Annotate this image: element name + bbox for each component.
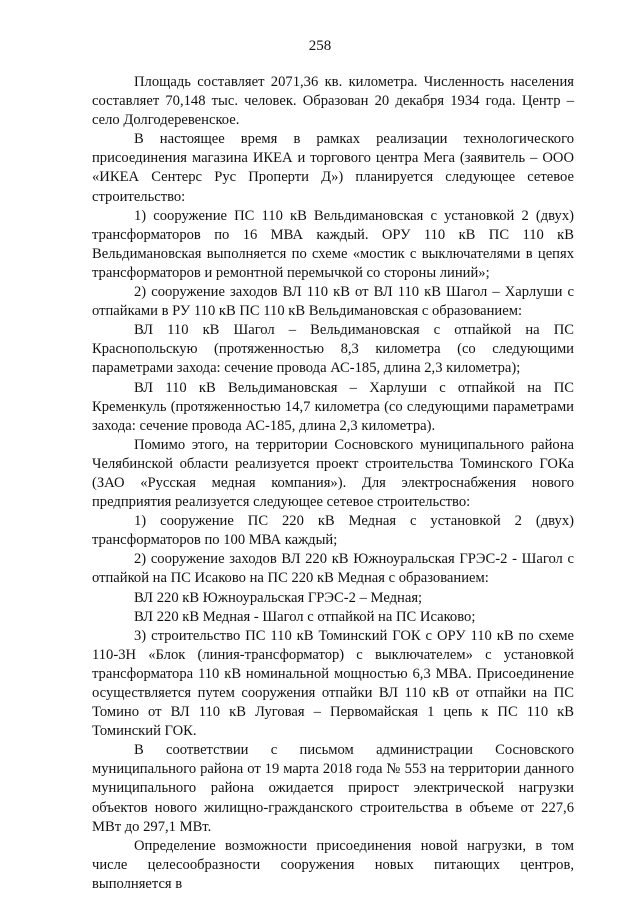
paragraph-line-veldimanovskaya-kharlushi: ВЛ 110 кВ Вельдимановская – Харлуши с отпайкой на ПС Кременкуль (протяженностью 14,7 километра (со следующими параметрами захода: сечение провода АС-185, длина 2,3 километра). [92,379,574,434]
page-number: 258 [308,38,332,54]
paragraph-line-shagol-veldimanovskaya: ВЛ 110 кВ Шагол – Вельдимановская с отпайкой на ПС Краснопольскую (протяженностью 8,3 километра (со следующими параметрами захода: сечение провода АС-185, длина 2,3 километра); [92,322,574,377]
paragraph-tominsky-gok-project: Помимо этого, на территории Сосновского муниципального района Челябинской области реализуется проект строительства Томинского ГОКа (ЗАО «Русская медная компания»). Для электроснабжения нового предприятия реализуется следующее сетевое строительство: [92,436,574,511]
paragraph-item-1-mednaya-substation: 1) сооружение ПС 220 кВ Медная с установкой 2 (двух) трансформаторов по 100 МВА каждый; [92,513,574,549]
page-body [92,73,574,894]
paragraph-item-3-tominsky-gok-substation: 3) строительство ПС 110 кВ Томинский ГОК с ОРУ 110 кВ по схеме 110-3Н «Блок (линия-трансформатор) с выключателем» с установкой трансформатора 110 кВ номинальной мощностью 6,3 МВА. Присоединение осуществляется путем сооружения отпайки ВЛ 110 кВ от отпайки на ПС Томино от ВЛ 110 кВ Луговая – Первомайская 1 цепь к ПС 110 кВ Томинский ГОК. [92,627,574,740]
paragraph-item-2-entries: 2) сооружение заходов ВЛ 110 кВ от ВЛ 110 кВ Шагол – Харлуши с отпайками в РУ 110 кВ ПС 110 кВ Вельдимановская с образованием: [92,284,574,320]
paragraph-item-2-220kv-entries: 2) сооружение заходов ВЛ 220 кВ Южноуральская ГРЭС-2 - Шагол с отпайкой на ПС Исаково на ПС 220 кВ Медная с образованием: [92,551,574,587]
paragraph-line-mednaya-shagol: ВЛ 220 кВ Медная - Шагол с отпайкой на ПС Исаково; [134,608,476,625]
paragraph-area-population: Площадь составляет 2071,36 кв. километра. Численность населения составляет 70,148 тыс. человек. Образован 20 декабря 1934 года. Центр – село Долгодеревенское. [92,74,574,129]
paragraph-ikea-mega-connection: В настоящее время в рамках реализации технологического присоединения магазина ИКЕА и торгового центра Мега (заявитель – ООО «ИКЕА Сентерс Рус Проперти Д») планируется следующее сетевое строительство: [92,131,574,205]
paragraph-connection-feasibility: Определение возможности присоединения новой нагрузки, в том числе целесообразности сооружения новых питающих центров, выполняется в [92,837,574,892]
paragraph-line-gres2-mednaya: ВЛ 220 кВ Южноуральская ГРЭС-2 – Медная; [134,589,423,606]
paragraph-sosnovsky-load-growth: В соответствии с письмом администрации Сосновского муниципального района от 19 марта 2018 года № 553 на территории данного муниципального района ожидается прирост электрической нагрузки объектов нового жилищно-гражданского строительства в объеме от 227,6 МВт до 297,1 МВт. [92,742,574,835]
paragraph-item-1-veldimanovskaya-substation: 1) сооружение ПС 110 кВ Вельдимановская с установкой 2 (двух) трансформаторов по 16 МВА каждый. ОРУ 110 кВ ПС 110 кВ Вельдимановская выполняется по схеме «мостик с выключателями в цепях трансформаторов и ремонтной перемычкой со стороны линий»; [92,207,574,281]
